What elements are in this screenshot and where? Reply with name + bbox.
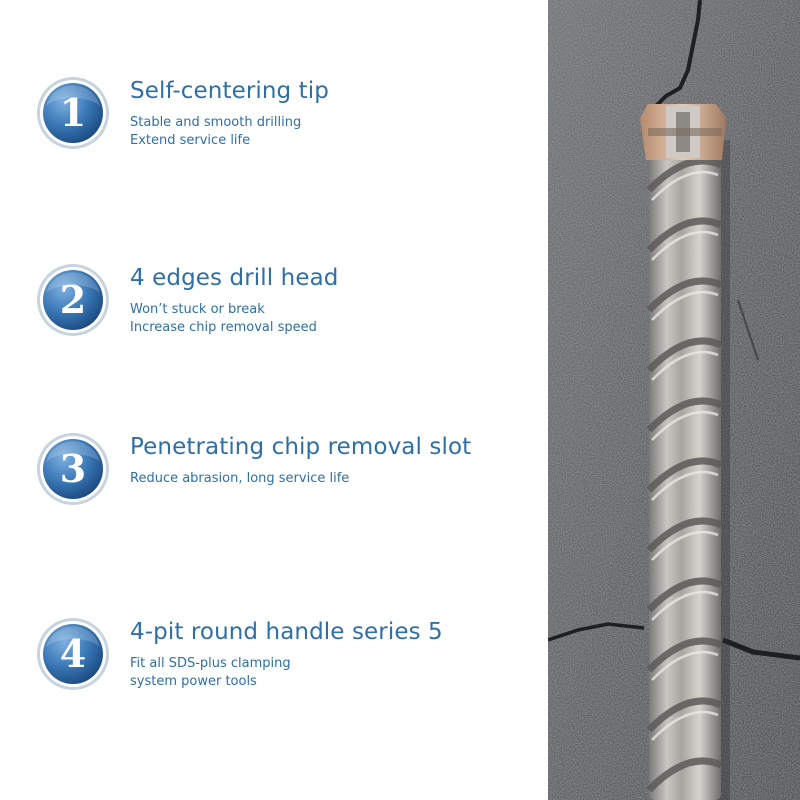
description-line-2: Extend service life — [130, 133, 251, 148]
description-line-2: Increase chip removal speed — [130, 320, 317, 335]
description-line-1: Fit all SDS-plus clamping — [130, 656, 291, 671]
feature-item-1 — [0, 76, 548, 186]
number-text: 2 — [59, 277, 87, 322]
feature-item-2 — [0, 263, 548, 373]
number-text: 1 — [59, 90, 87, 135]
number-badge-2 — [36, 263, 110, 337]
feature-description — [130, 114, 301, 150]
number-badge-3 — [36, 432, 110, 506]
number-badge-1 — [36, 76, 110, 150]
feature-title: Self-centering tip — [130, 78, 329, 104]
feature-description — [130, 470, 349, 488]
feature-title: 4 edges drill head — [130, 265, 339, 291]
description-line-1: Stable and smooth drilling — [130, 115, 302, 130]
description-line-1: Won’t stuck or break — [130, 302, 265, 317]
feature-item-4 — [0, 617, 548, 727]
drill-bit-photo — [548, 0, 800, 800]
description-line-2: system power tools — [130, 674, 257, 689]
feature-description — [130, 655, 291, 691]
description-line-1: Reduce abrasion, long service life — [130, 471, 350, 486]
feature-description — [130, 301, 317, 337]
feature-title: 4-pit round handle series 5 — [130, 619, 443, 645]
feature-item-3 — [0, 432, 548, 542]
number-badge-4 — [36, 617, 110, 691]
number-text: 4 — [59, 631, 87, 676]
feature-title: Penetrating chip removal slot — [130, 434, 472, 460]
number-text: 3 — [59, 446, 87, 491]
